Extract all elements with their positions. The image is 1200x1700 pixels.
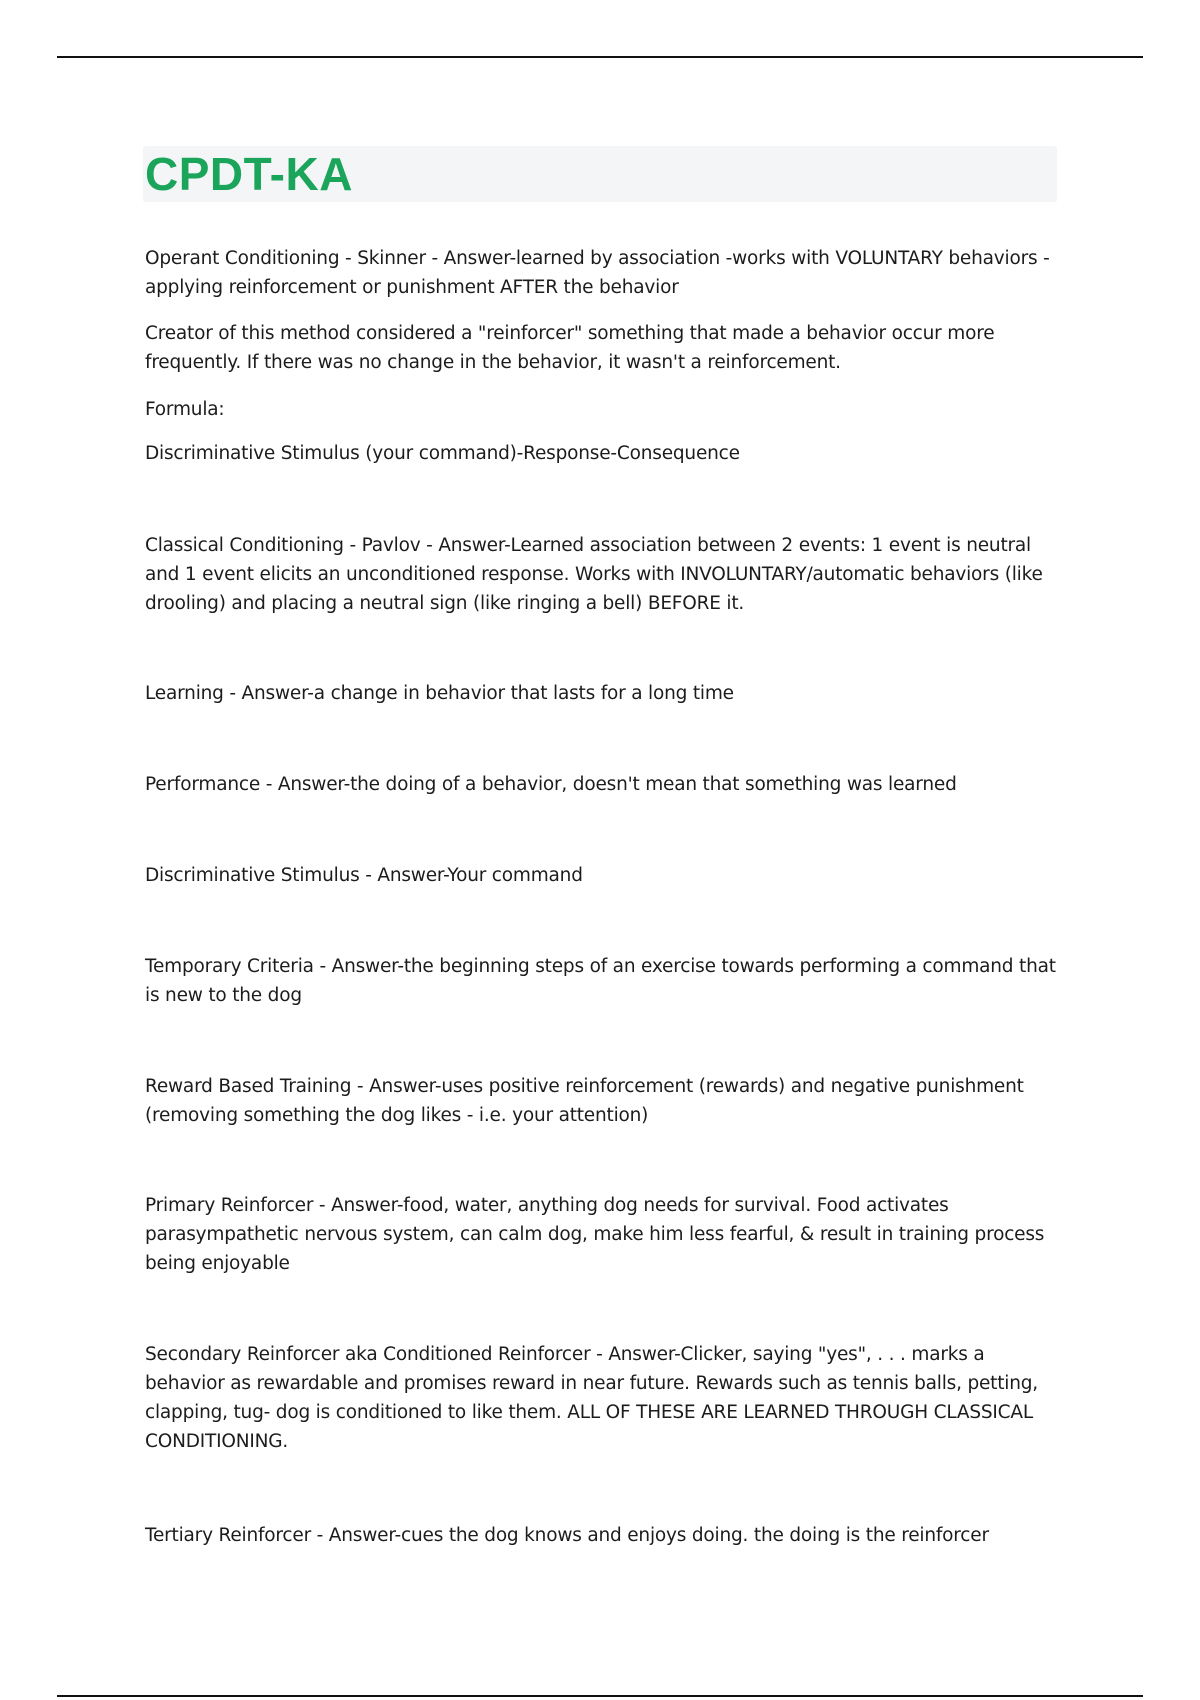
paragraph-formula-label: Formula: — [145, 399, 225, 420]
paragraph-primary-reinforcer: Primary Reinforcer - Answer-food, water, anything dog needs for survival. Food activates parasympathetic nervous system, can calm dog, make him less fearful, & result in training process being enjoyable — [145, 1195, 1045, 1274]
top-rule — [57, 56, 1143, 58]
paragraph-learning: Learning - Answer-a change in behavior that lasts for a long time — [145, 683, 734, 704]
paragraph-classical-conditioning: Classical Conditioning - Pavlov - Answer-Learned association between 2 events: 1 event is neutral and 1 event elicits an unconditioned response. Works with INVOLUNTARY/automatic behaviors (like drooling) and placing a neutral sign (like ringing a bell) BEFORE it. — [145, 535, 1043, 614]
paragraph-reinforcer-definition: Creator of this method considered a "reinforcer" something that made a behavior occur more frequently. If there was no change in the behavior, it wasn't a reinforcement. — [145, 323, 995, 373]
paragraph-operant-conditioning: Operant Conditioning - Skinner - Answer-learned by association -works with VOLUNTARY behaviors - applying reinforcement or punishment AFTER the behavior — [145, 248, 1050, 298]
paragraph-secondary-reinforcer: Secondary Reinforcer aka Conditioned Reinforcer - Answer-Clicker, saying "yes", . . . marks a behavior as rewardable and promises reward in near future. Rewards such as tennis balls, petting, clapping, tug- dog is conditioned to like them. ALL OF THESE ARE LEARNED THROUGH CLASSICAL CONDITIONING. — [145, 1344, 1038, 1452]
page-title: CPDT-KA — [145, 148, 353, 200]
paragraph-performance: Performance - Answer-the doing of a behavior, doesn't mean that something was learned — [145, 774, 957, 795]
title-banner — [143, 146, 1057, 202]
bottom-rule — [57, 1695, 1143, 1697]
paragraph-tertiary-reinforcer: Tertiary Reinforcer - Answer-cues the dog knows and enjoys doing. the doing is the reinforcer — [145, 1525, 989, 1546]
paragraph-temporary-criteria: Temporary Criteria - Answer-the beginning steps of an exercise towards performing a command that is new to the dog — [145, 956, 1056, 1006]
paragraph-formula: Discriminative Stimulus (your command)-Response-Consequence — [145, 443, 740, 464]
paragraph-reward-based-training: Reward Based Training - Answer-uses positive reinforcement (rewards) and negative punishment (removing something the dog likes - i.e. your attention) — [145, 1076, 1024, 1126]
paragraph-discriminative-stimulus: Discriminative Stimulus - Answer-Your command — [145, 865, 583, 886]
